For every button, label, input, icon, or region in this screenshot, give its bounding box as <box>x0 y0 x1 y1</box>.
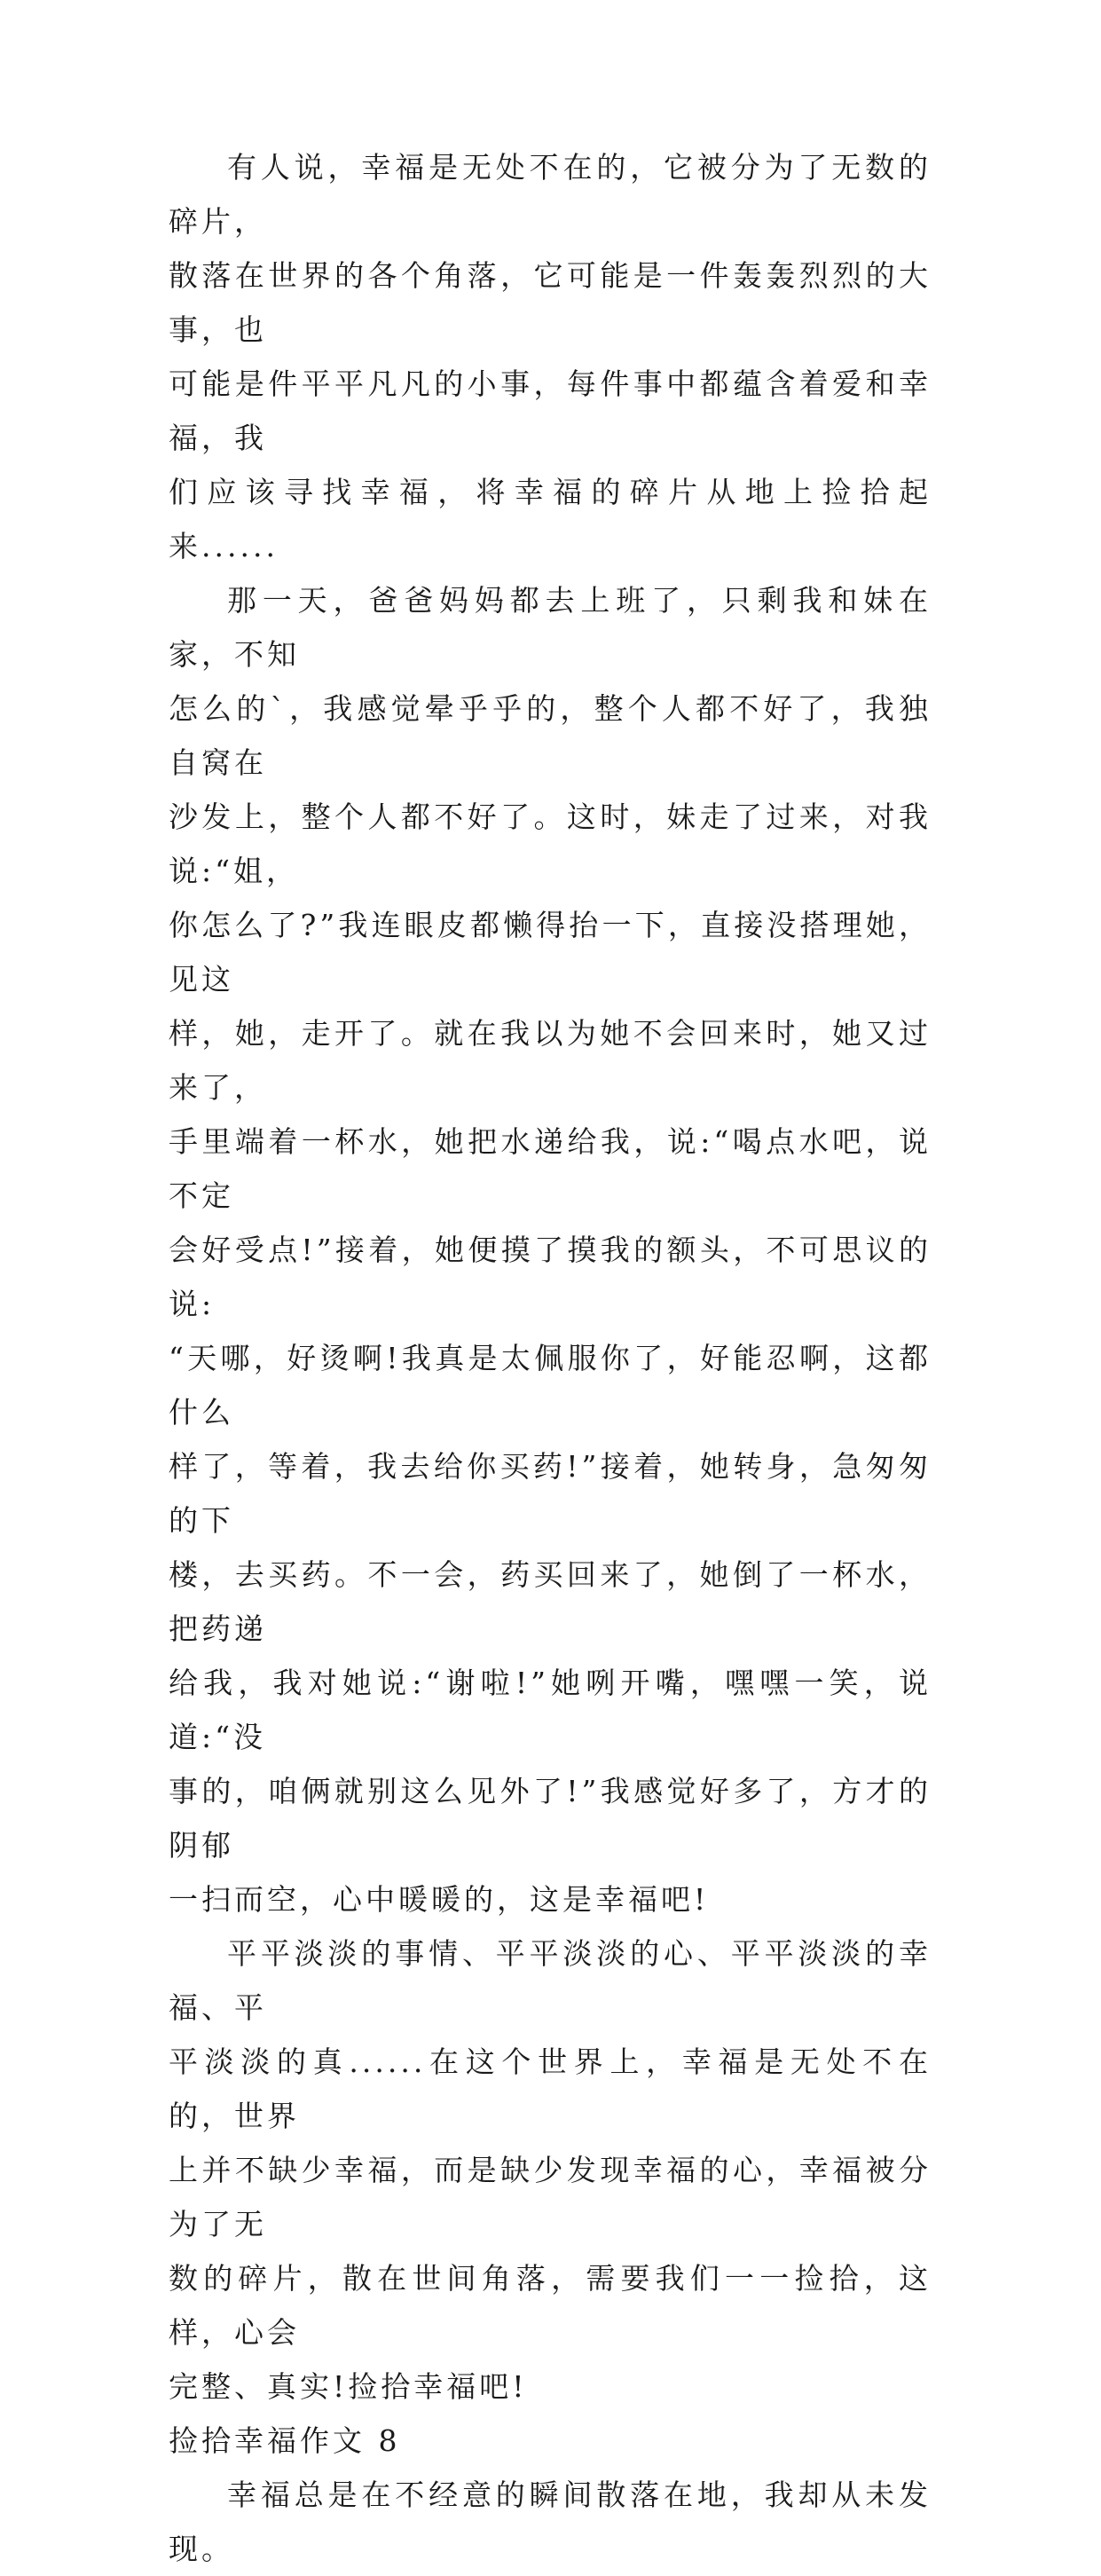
section-heading: 捡拾幸福作文 8 <box>169 2423 401 2458</box>
paragraph-1: 有人说，幸福是无处不在的，它被分为了无数的碎片， 散落在世界的各个角落，它可能是一件轰轰烈烈的大事，也 可能是件平平凡凡的小事，每件事中都蕴含着爱和幸福，我 们应该寻找幸福，将幸福的碎片从地上捡拾起来...... <box>169 150 932 563</box>
paragraph-3: 平平淡淡的事情、平平淡淡的心、平平淡淡的幸福、平 平淡淡的真......在这个世界上，幸福是无处不在的，世界 上并不缺少幸福，而是缺少发现幸福的心，幸福被分为了无 数的碎片，散在世间角落，需要我们一一捡拾，这样，心会 完整、真实!捡拾幸福吧! <box>169 1936 932 2404</box>
paragraph-4: 幸福总是在不经意的瞬间散落在地，我却从未发现。 <box>169 2478 932 2566</box>
paragraph-2: 那一天，爸爸妈妈都去上班了，只剩我和妹在家，不知 怎么的`，我感觉晕乎乎的，整个人都不好了，我独自窝在 沙发上，整个人都不好了。这时，妹走了过来，对我说:“姐， 你怎么了?”我连眼皮都懒得抬一下，直接没搭理她，见这 样，她，走开了。就在我以为她不会回来时，她又过来了， 手里端着一杯水，她把水递给我，说:“喝点水吧，说不定 会好受点!”接着，她便摸了摸我的额头，不可思议的说: “天哪，好烫啊!我真是太佩服你了，好能忍啊，这都什么 样了，等着，我去给你买药!”接着，她转身，急匆匆的下 楼，去买药。不一会，药买回来了，她倒了一杯水，把药递 给我，我对她说:“谢啦!”她咧开嘴，嘿嘿一笑，说道:“没 事的，咱俩就别这么见外了!”我感觉好多了，方才的阴郁 一扫而空，心中暖暖的，这是幸福吧! <box>169 583 932 1917</box>
document-body <box>169 140 932 2576</box>
